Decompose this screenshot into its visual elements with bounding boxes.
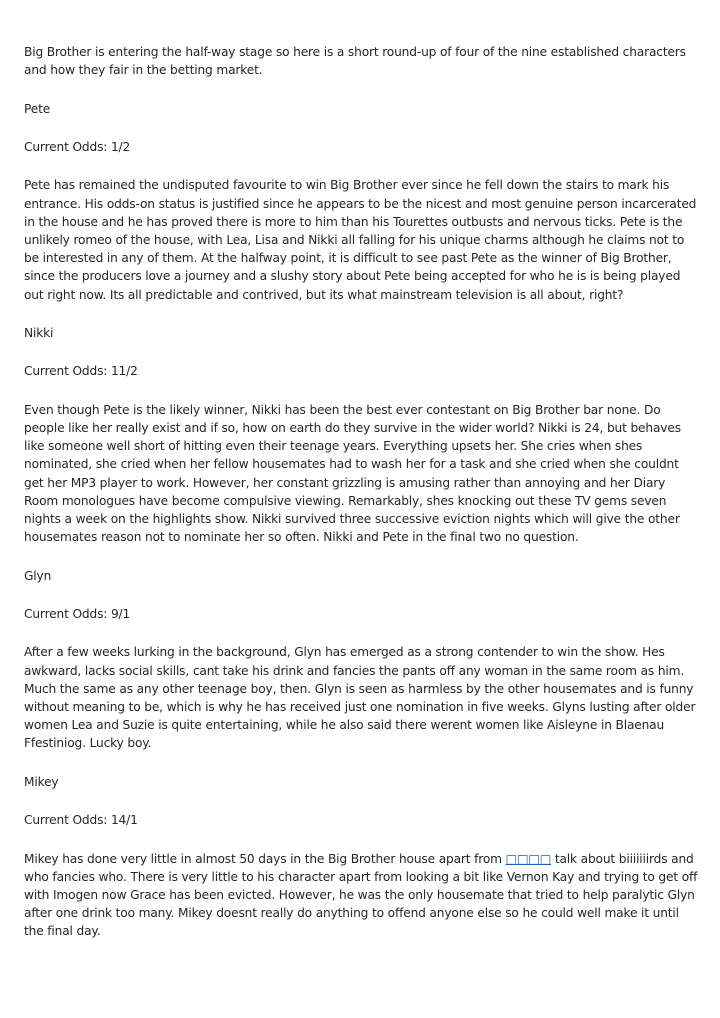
odds-line-glyn: Current Odds: 9/1 <box>24 606 131 621</box>
section-heading-mikey: Mikey <box>24 774 59 789</box>
odds-line-nikki: Current Odds: 11/2 <box>24 364 138 379</box>
body-paragraph-pete: Pete has remained the undisputed favourite to win Big Brother ever since he fell down the stairs to mark his entrance. His odds-on status is justified since he appears to be the nicest and most genuine person incarcerated in the house and he has proved there is more to him than his Tourettes outbusts and nervous ticks. Pete is the unlikely romeo of the house, with Lea, Lisa and Nikki all falling for his unique charms although he claims not to be interested in any of them. At the halfway point, it is difficult to see past Pete as the winner of Big Brother, since the producers love a journey and a slushy story about Pete being accepted for who he is is being played out right now. Its all predictable and contrived, but its what mainstream television is all about, right? <box>24 178 697 302</box>
intro-paragraph: Big Brother is entering the half-way stage so here is a short round-up of four of the nine established characters and how they fair in the betting market. <box>24 45 686 78</box>
body-text-before-link: Mikey has done very little in almost 50 days in the Big Brother house apart from <box>24 851 506 866</box>
article-body <box>24 43 698 961</box>
inline-link[interactable]: □□□□ <box>505 851 552 866</box>
body-paragraph-mikey <box>24 850 698 941</box>
body-paragraph-glyn: After a few weeks lurking in the background, Glyn has emerged as a strong contender to win the show. Hes awkward, lacks social skills, cant take his drink and fancies the pants off any woman in the same room as him. Much the same as any other teenage boy, then. Glyn is seen as harmless by the other housemates and is funny without meaning to be, which is why he has received just one nomination in five weeks. Glyns lusting after older women Lea and Suzie is quite entertaining, while he also said there werent women like Aisleyne in Blaenau Ffestiniog. Lucky boy. <box>24 645 696 751</box>
body-paragraph-nikki: Even though Pete is the likely winner, Nikki has been the best ever contestant on Big Brother bar none. Do people like her really exist and if so, how on earth do they survive in the wider world? Nikki is 24, but behaves like someone well short of hitting even their teenage years. Everything upsets her. She cries when shes nominated, she cried when her fellow housemates had to wash her for a task and she cried when she couldnt get her MP3 player to work. However, her constant grizzling is amusing rather than annoying and her Diary Room monologues have become compulsive viewing. Remarkably, shes knocking out these TV gems seven nights a week on the highlights show. Nikki survived three successive eviction nights which will give the other housemates reason not to nominate her so often. Nikki and Pete in the final two no question. <box>24 402 681 545</box>
section-heading-pete: Pete <box>24 101 51 116</box>
section-heading-nikki: Nikki <box>24 325 54 340</box>
odds-line-mikey: Current Odds: 14/1 <box>24 813 138 828</box>
odds-line-pete: Current Odds: 1/2 <box>24 139 131 154</box>
section-heading-glyn: Glyn <box>24 568 52 583</box>
body-text-after-link: talk about biiiiiiirds and who fancies who. There is very little to his character apart from looking a bit like Vernon Kay and trying to get off with Imogen now Grace has been evicted. However, he was the only housemate that tried to help paralytic Glyn after one drink too many. Mikey doesnt really do anything to offend anyone else so he could well make it until the final day. <box>24 851 698 939</box>
